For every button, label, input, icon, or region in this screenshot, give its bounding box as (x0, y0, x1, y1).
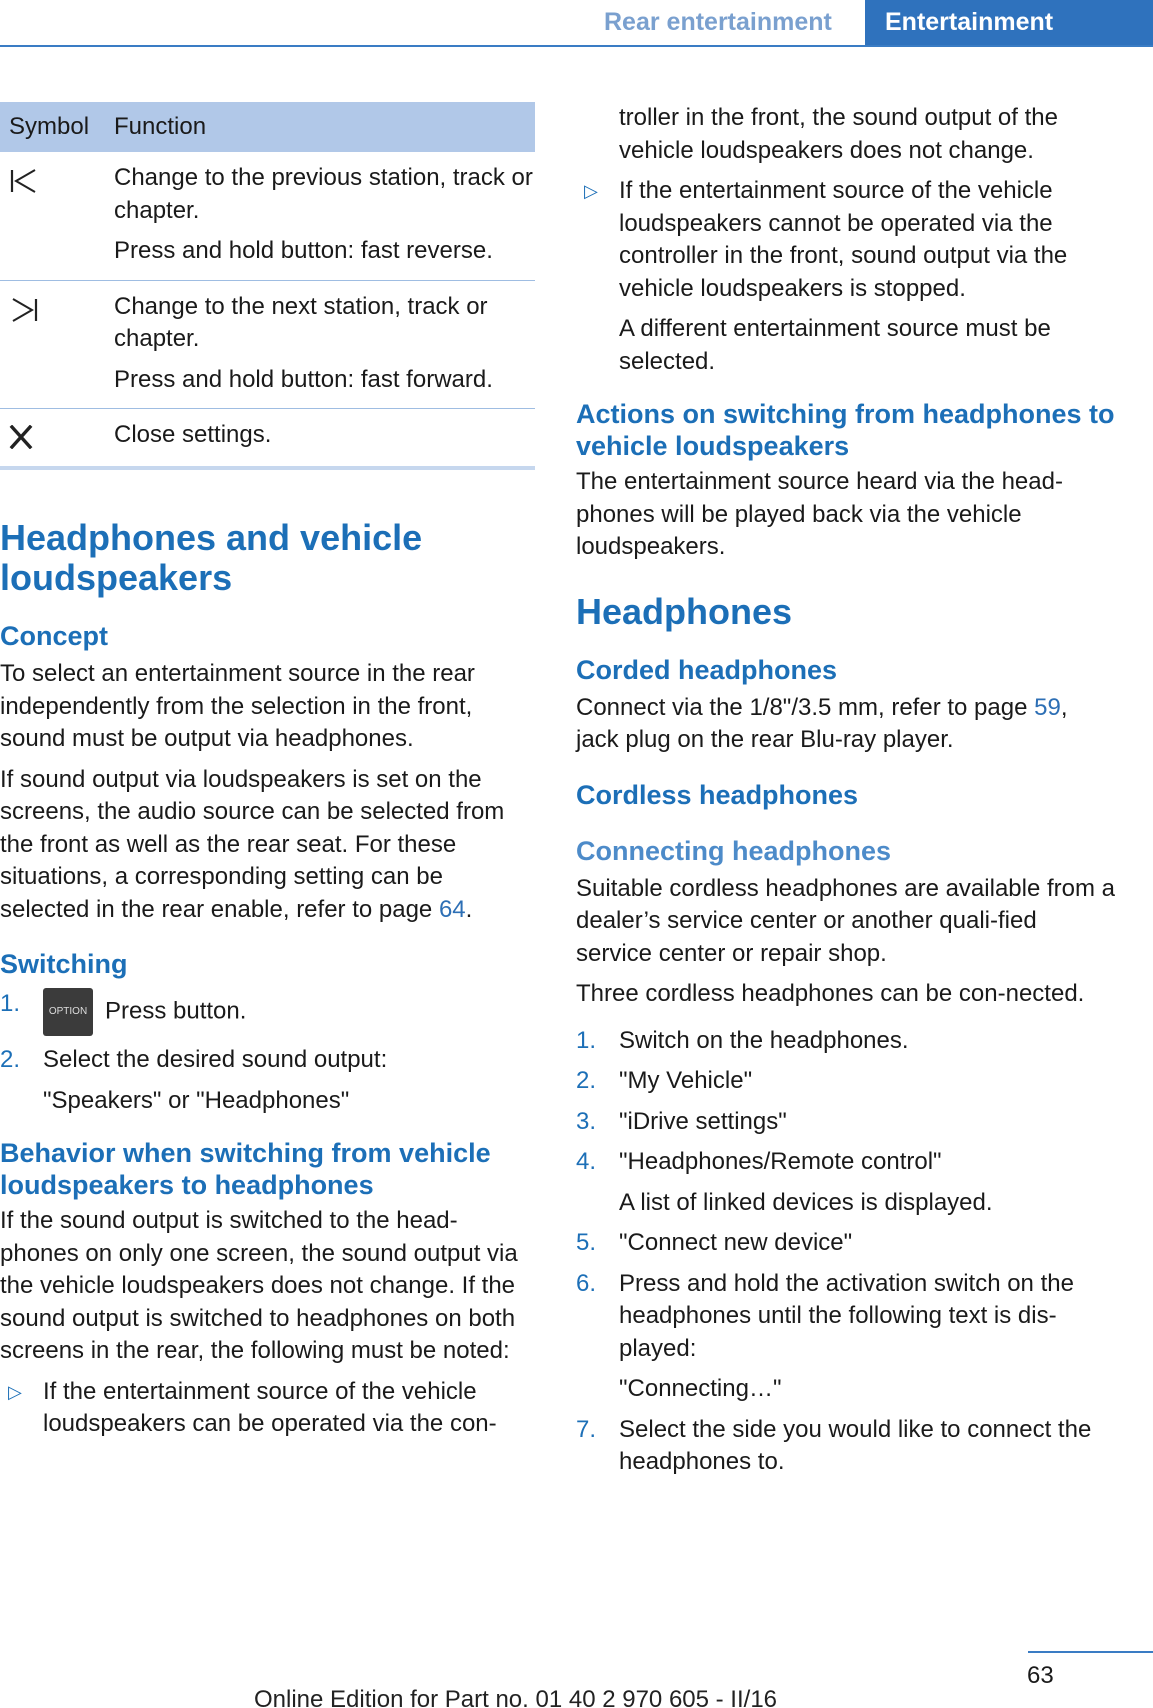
concept-heading: Concept (0, 621, 108, 651)
header-section[interactable]: Rear entertainment (604, 8, 832, 36)
actions-heading: Actions on switching from headphones to vehicle loudspeakers (576, 399, 1115, 461)
table-bottom-rule (0, 466, 535, 470)
list-item: 4. "Headphones/Remote control" (576, 1148, 942, 1175)
connect-steps-end (576, 1414, 1116, 1479)
cordless-heading: Cordless headphones (576, 779, 859, 810)
symbol-table (0, 102, 535, 470)
corded-paragraph: Connect via the 1/8"/3.5 mm, refer to page 59, jack plug on the rear Blu-ray player. (576, 693, 1068, 753)
close-icon (9, 425, 33, 449)
behavior-bullets (0, 1376, 535, 1441)
switching-steps (0, 988, 535, 1077)
concept-paragraph-2: If sound output via loudspeakers is set on the screens, the audio source can be selected from the front as well as the rear seat. For these situations, a corresponding setting can be selected in the rear enable, refer to page 64. (0, 765, 505, 923)
option-button[interactable]: OPTION (43, 988, 93, 1036)
edition-note: Online Edition for Part no. 01 40 2 970 605 - II/16 (254, 1686, 778, 1708)
table-header (0, 102, 535, 152)
corded-heading: Corded headphones (576, 654, 838, 685)
list-item: ▷ If the entertainment source of the vehicle loudspeakers can be operated via the con- (8, 1377, 497, 1437)
list-item: 1. OPTION Press button. (0, 988, 535, 1036)
table-row (0, 152, 535, 281)
symbol-column-header: Symbol (9, 113, 90, 140)
page-header (0, 0, 1153, 48)
next-track-icon (9, 297, 39, 323)
list-item: 2. Select the desired sound output: (0, 1046, 388, 1073)
behavior-heading: Behavior when switching from vehicle loudspeakers to headphones (0, 1138, 491, 1200)
connecting-heading: Connecting headphones (576, 835, 892, 866)
table-cell: Press and hold button: fast reverse. (114, 237, 493, 264)
header-divider (0, 45, 1153, 47)
page-number-rule (1028, 1651, 1153, 1653)
list-item: ▷ If the entertainment source of the vehicle loudspeakers cannot be operated via the controller in the front, sound output via the vehicle loudspeakers is stopped. (584, 177, 1068, 302)
right-column (576, 102, 1116, 1487)
table-row (0, 281, 535, 410)
left-column (0, 518, 535, 1449)
actions-paragraph: The entertainment source heard via the head-phones will be played back via the vehicle loudspeakers. (576, 468, 1063, 560)
connect-steps-cont (576, 1227, 1116, 1365)
behavior-bullets-cont (576, 175, 1116, 305)
bullet-detail: A different entertainment source must be selected. (619, 315, 1051, 375)
list-item: 7. Select the side you would like to connect the headphones to. (576, 1415, 1092, 1475)
list-item: 6. Press and hold the activation switch on the headphones until the following text is dis-played: (576, 1269, 1074, 1362)
table-row (0, 409, 535, 466)
list-item: 3. "iDrive settings" (576, 1107, 787, 1135)
list-item: 2. "My Vehicle" (576, 1067, 753, 1094)
connecting-paragraph-2: Three cordless headphones can be con-nected. (576, 980, 1085, 1007)
headphones-title: Headphones (576, 590, 793, 632)
section-title: Headphones and vehicle loudspeakers (0, 517, 423, 598)
list-item: 1. Switch on the headphones. (576, 1026, 909, 1054)
page-number: 63 (1027, 1662, 1054, 1689)
connect-steps (576, 1025, 1116, 1179)
step-detail: A list of linked devices is displayed. (619, 1188, 993, 1216)
switching-heading: Switching (0, 949, 128, 979)
list-item: 5. "Connect new device" (576, 1229, 853, 1256)
page-link[interactable]: 59 (1034, 693, 1061, 721)
page-link[interactable]: 64 (438, 895, 466, 923)
table-cell: Close settings. (114, 421, 272, 448)
previous-track-icon (9, 168, 39, 194)
table-cell: Press and hold button: fast forward. (114, 365, 493, 393)
behavior-paragraph: If the sound output is switched to the head-phones on only one screen, the sound output via the vehicle loudspeakers does not change. If the sound output is switched to headphones on both screens in the rear, the following must be noted: (0, 1207, 518, 1364)
concept-paragraph: To select an entertainment source in the rear independently from the selection in the front, sound must be output via headphones. (0, 660, 475, 752)
header-chapter[interactable]: Entertainment (865, 0, 1153, 47)
table-cell: Change to the previous station, track or chapter. (114, 164, 533, 224)
table-cell: Change to the next station, track or chapter. (114, 292, 488, 352)
function-column-header: Function (114, 113, 207, 140)
step-detail: "Connecting…" (619, 1375, 782, 1402)
bullet-continuation: troller in the front, the sound output of the vehicle loudspeakers does not change. (619, 104, 1058, 164)
step-detail: "Speakers" or "Headphones" (43, 1086, 350, 1114)
connecting-paragraph: Suitable cordless headphones are available from a dealer’s service center or another quali-fied service center or repair shop. (576, 874, 1116, 967)
